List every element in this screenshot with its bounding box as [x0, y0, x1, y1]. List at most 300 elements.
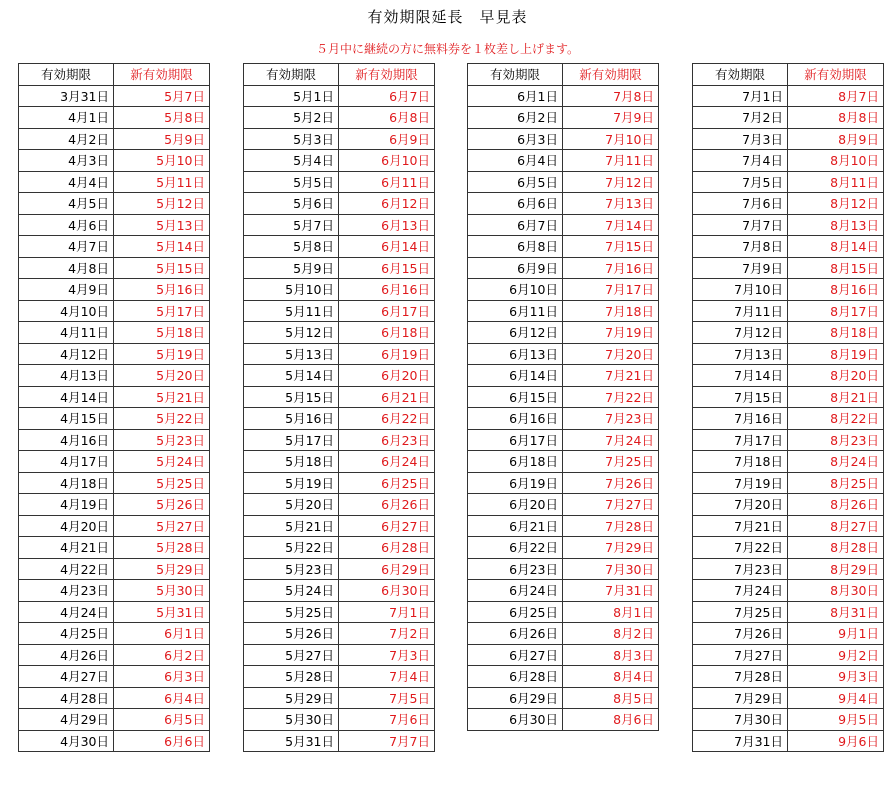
old-expiry-cell: 4月26日 [19, 644, 114, 666]
new-expiry-cell: 6月22日 [339, 408, 435, 430]
table-row [468, 85, 659, 107]
old-expiry-cell: 6月5日 [468, 171, 563, 193]
new-expiry-cell: 8月26日 [788, 494, 884, 516]
new-expiry-cell: 8月4日 [563, 666, 659, 688]
table-row [244, 257, 435, 279]
old-expiry-cell: 5月7日 [244, 214, 339, 236]
header-new-expiry: 新有効期限 [114, 64, 210, 86]
new-expiry-cell: 7月1日 [339, 601, 435, 623]
old-expiry-cell: 7月28日 [693, 666, 788, 688]
table-row [468, 171, 659, 193]
new-expiry-cell: 7月26日 [563, 472, 659, 494]
old-expiry-cell: 4月2日 [19, 128, 114, 150]
new-expiry-cell: 8月31日 [788, 601, 884, 623]
table-row [244, 386, 435, 408]
new-expiry-cell: 8月25日 [788, 472, 884, 494]
old-expiry-cell: 7月25日 [693, 601, 788, 623]
new-expiry-cell: 8月28日 [788, 537, 884, 559]
old-expiry-cell: 4月10日 [19, 300, 114, 322]
table-row [468, 429, 659, 451]
header-new-expiry: 新有効期限 [788, 64, 884, 86]
table-row [19, 494, 210, 516]
old-expiry-cell: 5月28日 [244, 666, 339, 688]
new-expiry-cell: 8月16日 [788, 279, 884, 301]
notice-text: ５月中に継続の方に無料券を１枚差し上げます。 [315, 42, 580, 56]
old-expiry-cell: 5月25日 [244, 601, 339, 623]
old-expiry-cell: 5月5日 [244, 171, 339, 193]
old-expiry-cell: 7月23日 [693, 558, 788, 580]
table-row [19, 580, 210, 602]
table-row [468, 322, 659, 344]
table-row [19, 386, 210, 408]
table-row [244, 408, 435, 430]
new-expiry-cell: 9月6日 [788, 730, 884, 752]
old-expiry-cell: 6月17日 [468, 429, 563, 451]
table-row [693, 128, 884, 150]
table-row [19, 601, 210, 623]
old-expiry-cell: 7月7日 [693, 214, 788, 236]
old-expiry-cell: 4月19日 [19, 494, 114, 516]
old-expiry-cell: 4月1日 [19, 107, 114, 129]
new-expiry-cell: 8月9日 [788, 128, 884, 150]
table-row [244, 279, 435, 301]
table-row [244, 537, 435, 559]
old-expiry-cell: 7月26日 [693, 623, 788, 645]
header-old-expiry: 有効期限 [693, 64, 788, 86]
table-row [693, 150, 884, 172]
old-expiry-cell: 5月20日 [244, 494, 339, 516]
old-expiry-cell: 5月11日 [244, 300, 339, 322]
new-expiry-cell: 6月18日 [339, 322, 435, 344]
table-row [19, 193, 210, 215]
table-row [19, 322, 210, 344]
new-expiry-cell: 5月22日 [114, 408, 210, 430]
table-row [693, 494, 884, 516]
new-expiry-cell: 7月10日 [563, 128, 659, 150]
new-expiry-cell: 7月23日 [563, 408, 659, 430]
new-expiry-cell: 7月18日 [563, 300, 659, 322]
new-expiry-cell: 5月14日 [114, 236, 210, 258]
table-row [244, 214, 435, 236]
table-row [693, 257, 884, 279]
old-expiry-cell: 5月6日 [244, 193, 339, 215]
old-expiry-cell: 6月11日 [468, 300, 563, 322]
table-row [244, 515, 435, 537]
table-row [693, 386, 884, 408]
table-row [468, 558, 659, 580]
table-row [244, 451, 435, 473]
old-expiry-cell: 7月8日 [693, 236, 788, 258]
new-expiry-cell: 8月8日 [788, 107, 884, 129]
expiry-table-may [243, 63, 435, 752]
new-expiry-cell: 6月2日 [114, 644, 210, 666]
table-row [693, 537, 884, 559]
old-expiry-cell: 4月28日 [19, 687, 114, 709]
old-expiry-cell: 4月21日 [19, 537, 114, 559]
new-expiry-cell: 5月15日 [114, 257, 210, 279]
new-expiry-cell: 7月27日 [563, 494, 659, 516]
old-expiry-cell: 6月9日 [468, 257, 563, 279]
table-row [19, 515, 210, 537]
new-expiry-cell: 5月12日 [114, 193, 210, 215]
table-row [19, 558, 210, 580]
new-expiry-cell: 5月17日 [114, 300, 210, 322]
new-expiry-cell: 6月4日 [114, 687, 210, 709]
old-expiry-cell: 5月12日 [244, 322, 339, 344]
old-expiry-cell: 5月16日 [244, 408, 339, 430]
new-expiry-cell: 6月19日 [339, 343, 435, 365]
table-row [693, 279, 884, 301]
old-expiry-cell: 7月21日 [693, 515, 788, 537]
old-expiry-cell: 4月16日 [19, 429, 114, 451]
table-row [693, 666, 884, 688]
old-expiry-cell: 6月18日 [468, 451, 563, 473]
old-expiry-cell: 7月11日 [693, 300, 788, 322]
old-expiry-cell: 7月27日 [693, 644, 788, 666]
old-expiry-cell: 4月29日 [19, 709, 114, 731]
new-expiry-cell: 8月5日 [563, 687, 659, 709]
new-expiry-cell: 5月23日 [114, 429, 210, 451]
table-row [693, 365, 884, 387]
new-expiry-cell: 8月3日 [563, 644, 659, 666]
new-expiry-cell: 9月5日 [788, 709, 884, 731]
new-expiry-cell: 9月1日 [788, 623, 884, 645]
old-expiry-cell: 7月29日 [693, 687, 788, 709]
old-expiry-cell: 5月8日 [244, 236, 339, 258]
new-expiry-cell: 8月14日 [788, 236, 884, 258]
new-expiry-cell: 5月27日 [114, 515, 210, 537]
table-row [468, 365, 659, 387]
page-title: 有効期限延長 早見表 [367, 8, 528, 26]
table-row [244, 472, 435, 494]
table-row [19, 343, 210, 365]
new-expiry-cell: 6月17日 [339, 300, 435, 322]
old-expiry-cell: 5月4日 [244, 150, 339, 172]
new-expiry-cell: 7月4日 [339, 666, 435, 688]
old-expiry-cell: 5月27日 [244, 644, 339, 666]
table-row [693, 580, 884, 602]
new-expiry-cell: 6月3日 [114, 666, 210, 688]
table-row [693, 601, 884, 623]
table-row [19, 666, 210, 688]
old-expiry-cell: 7月15日 [693, 386, 788, 408]
old-expiry-cell: 6月21日 [468, 515, 563, 537]
new-expiry-cell: 8月7日 [788, 85, 884, 107]
old-expiry-cell: 5月2日 [244, 107, 339, 129]
new-expiry-cell: 6月13日 [339, 214, 435, 236]
table-row [244, 494, 435, 516]
old-expiry-cell: 7月22日 [693, 537, 788, 559]
old-expiry-cell: 5月14日 [244, 365, 339, 387]
old-expiry-cell: 6月16日 [468, 408, 563, 430]
table-row [693, 451, 884, 473]
new-expiry-cell: 7月25日 [563, 451, 659, 473]
table-row [244, 429, 435, 451]
new-expiry-cell: 6月14日 [339, 236, 435, 258]
table-row [693, 558, 884, 580]
new-expiry-cell: 8月19日 [788, 343, 884, 365]
new-expiry-cell: 5月16日 [114, 279, 210, 301]
table-row [244, 85, 435, 107]
old-expiry-cell: 7月12日 [693, 322, 788, 344]
header-old-expiry: 有効期限 [468, 64, 563, 86]
table-row [19, 214, 210, 236]
old-expiry-cell: 7月19日 [693, 472, 788, 494]
table-row [244, 300, 435, 322]
new-expiry-cell: 7月3日 [339, 644, 435, 666]
new-expiry-cell: 6月7日 [339, 85, 435, 107]
new-expiry-cell: 7月15日 [563, 236, 659, 258]
new-expiry-cell: 8月20日 [788, 365, 884, 387]
table-row [19, 300, 210, 322]
old-expiry-cell: 4月24日 [19, 601, 114, 623]
header-new-expiry: 新有効期限 [563, 64, 659, 86]
old-expiry-cell: 5月22日 [244, 537, 339, 559]
new-expiry-cell: 6月8日 [339, 107, 435, 129]
old-expiry-cell: 6月27日 [468, 644, 563, 666]
old-expiry-cell: 3月31日 [19, 85, 114, 107]
old-expiry-cell: 6月10日 [468, 279, 563, 301]
new-expiry-cell: 8月10日 [788, 150, 884, 172]
table-row [468, 687, 659, 709]
table-row [468, 644, 659, 666]
old-expiry-cell: 6月12日 [468, 322, 563, 344]
old-expiry-cell: 5月13日 [244, 343, 339, 365]
new-expiry-cell: 9月3日 [788, 666, 884, 688]
table-row [244, 709, 435, 731]
expiry-table-march-april [18, 63, 210, 752]
new-expiry-cell: 6月21日 [339, 386, 435, 408]
table-row [693, 322, 884, 344]
old-expiry-cell: 5月21日 [244, 515, 339, 537]
old-expiry-cell: 7月31日 [693, 730, 788, 752]
old-expiry-cell: 5月30日 [244, 709, 339, 731]
old-expiry-cell: 7月6日 [693, 193, 788, 215]
new-expiry-cell: 5月28日 [114, 537, 210, 559]
old-expiry-cell: 5月24日 [244, 580, 339, 602]
new-expiry-cell: 6月29日 [339, 558, 435, 580]
old-expiry-cell: 7月18日 [693, 451, 788, 473]
expiry-table-june [467, 63, 659, 731]
old-expiry-cell: 4月18日 [19, 472, 114, 494]
table-row [468, 257, 659, 279]
new-expiry-cell: 5月7日 [114, 85, 210, 107]
new-expiry-cell: 8月15日 [788, 257, 884, 279]
old-expiry-cell: 6月14日 [468, 365, 563, 387]
old-expiry-cell: 7月30日 [693, 709, 788, 731]
old-expiry-cell: 7月1日 [693, 85, 788, 107]
header-new-expiry: 新有効期限 [339, 64, 435, 86]
new-expiry-cell: 6月10日 [339, 150, 435, 172]
new-expiry-cell: 5月10日 [114, 150, 210, 172]
new-expiry-cell: 7月7日 [339, 730, 435, 752]
table-row [693, 429, 884, 451]
table-row [244, 343, 435, 365]
table-row [693, 408, 884, 430]
old-expiry-cell: 7月13日 [693, 343, 788, 365]
old-expiry-cell: 6月1日 [468, 85, 563, 107]
old-expiry-cell: 4月25日 [19, 623, 114, 645]
old-expiry-cell: 7月5日 [693, 171, 788, 193]
table-row [244, 623, 435, 645]
table-row [19, 85, 210, 107]
old-expiry-cell: 4月27日 [19, 666, 114, 688]
table-row [468, 300, 659, 322]
expiry-table-july [692, 63, 884, 752]
new-expiry-cell: 7月28日 [563, 515, 659, 537]
new-expiry-cell: 7月8日 [563, 85, 659, 107]
new-expiry-cell: 5月18日 [114, 322, 210, 344]
old-expiry-cell: 7月14日 [693, 365, 788, 387]
new-expiry-cell: 6月28日 [339, 537, 435, 559]
new-expiry-cell: 6月15日 [339, 257, 435, 279]
old-expiry-cell: 4月15日 [19, 408, 114, 430]
new-expiry-cell: 9月2日 [788, 644, 884, 666]
new-expiry-cell: 7月17日 [563, 279, 659, 301]
old-expiry-cell: 4月4日 [19, 171, 114, 193]
old-expiry-cell: 7月24日 [693, 580, 788, 602]
new-expiry-cell: 6月25日 [339, 472, 435, 494]
old-expiry-cell: 6月13日 [468, 343, 563, 365]
old-expiry-cell: 4月14日 [19, 386, 114, 408]
new-expiry-cell: 6月9日 [339, 128, 435, 150]
old-expiry-cell: 4月11日 [19, 322, 114, 344]
new-expiry-cell: 8月22日 [788, 408, 884, 430]
old-expiry-cell: 6月24日 [468, 580, 563, 602]
old-expiry-cell: 4月30日 [19, 730, 114, 752]
old-expiry-cell: 6月20日 [468, 494, 563, 516]
table-row [693, 343, 884, 365]
new-expiry-cell: 8月12日 [788, 193, 884, 215]
old-expiry-cell: 4月7日 [19, 236, 114, 258]
table-row [19, 644, 210, 666]
table-row [19, 709, 210, 731]
table-row [693, 687, 884, 709]
table-row [244, 730, 435, 752]
old-expiry-cell: 5月29日 [244, 687, 339, 709]
old-expiry-cell: 6月30日 [468, 709, 563, 731]
new-expiry-cell: 7月30日 [563, 558, 659, 580]
old-expiry-cell: 6月28日 [468, 666, 563, 688]
table-row [693, 107, 884, 129]
table-row [468, 408, 659, 430]
table-row [19, 408, 210, 430]
new-expiry-cell: 5月21日 [114, 386, 210, 408]
old-expiry-cell: 4月3日 [19, 150, 114, 172]
old-expiry-cell: 6月7日 [468, 214, 563, 236]
new-expiry-cell: 5月20日 [114, 365, 210, 387]
table-row [19, 429, 210, 451]
table-row [244, 107, 435, 129]
old-expiry-cell: 5月23日 [244, 558, 339, 580]
new-expiry-cell: 6月11日 [339, 171, 435, 193]
new-expiry-cell: 9月4日 [788, 687, 884, 709]
table-row [19, 236, 210, 258]
table-row [19, 472, 210, 494]
old-expiry-cell: 6月23日 [468, 558, 563, 580]
old-expiry-cell: 5月18日 [244, 451, 339, 473]
old-expiry-cell: 6月6日 [468, 193, 563, 215]
table-row [19, 623, 210, 645]
table-row [19, 279, 210, 301]
new-expiry-cell: 6月27日 [339, 515, 435, 537]
table-row [244, 193, 435, 215]
table-row [468, 537, 659, 559]
table-row [468, 214, 659, 236]
old-expiry-cell: 6月3日 [468, 128, 563, 150]
new-expiry-cell: 8月21日 [788, 386, 884, 408]
new-expiry-cell: 5月25日 [114, 472, 210, 494]
table-row [468, 580, 659, 602]
old-expiry-cell: 4月9日 [19, 279, 114, 301]
new-expiry-cell: 8月1日 [563, 601, 659, 623]
table-row [468, 150, 659, 172]
table-row [693, 85, 884, 107]
header-old-expiry: 有効期限 [19, 64, 114, 86]
new-expiry-cell: 6月30日 [339, 580, 435, 602]
table-row [244, 558, 435, 580]
table-row [19, 107, 210, 129]
new-expiry-cell: 8月13日 [788, 214, 884, 236]
table-row [244, 322, 435, 344]
table-row [19, 537, 210, 559]
table-row [693, 214, 884, 236]
table-row [468, 107, 659, 129]
old-expiry-cell: 7月3日 [693, 128, 788, 150]
new-expiry-cell: 6月20日 [339, 365, 435, 387]
table-row [468, 709, 659, 731]
table-row [468, 193, 659, 215]
old-expiry-cell: 6月15日 [468, 386, 563, 408]
new-expiry-cell: 6月24日 [339, 451, 435, 473]
old-expiry-cell: 7月16日 [693, 408, 788, 430]
table-row [468, 451, 659, 473]
new-expiry-cell: 8月11日 [788, 171, 884, 193]
old-expiry-cell: 6月4日 [468, 150, 563, 172]
old-expiry-cell: 7月2日 [693, 107, 788, 129]
new-expiry-cell: 7月2日 [339, 623, 435, 645]
table-row [244, 171, 435, 193]
table-row [244, 236, 435, 258]
new-expiry-cell: 8月17日 [788, 300, 884, 322]
table-row [19, 451, 210, 473]
table-row [244, 365, 435, 387]
new-expiry-cell: 5月11日 [114, 171, 210, 193]
old-expiry-cell: 5月26日 [244, 623, 339, 645]
new-expiry-cell: 5月30日 [114, 580, 210, 602]
table-row [19, 128, 210, 150]
table-row [19, 365, 210, 387]
table-row [693, 236, 884, 258]
new-expiry-cell: 5月31日 [114, 601, 210, 623]
new-expiry-cell: 7月9日 [563, 107, 659, 129]
old-expiry-cell: 4月22日 [19, 558, 114, 580]
new-expiry-cell: 5月19日 [114, 343, 210, 365]
old-expiry-cell: 4月8日 [19, 257, 114, 279]
old-expiry-cell: 6月22日 [468, 537, 563, 559]
old-expiry-cell: 6月8日 [468, 236, 563, 258]
table-row [19, 687, 210, 709]
table-row [468, 494, 659, 516]
table-row [693, 644, 884, 666]
new-expiry-cell: 7月14日 [563, 214, 659, 236]
table-row [244, 687, 435, 709]
table-row [468, 236, 659, 258]
table-row [244, 150, 435, 172]
old-expiry-cell: 4月6日 [19, 214, 114, 236]
table-row [244, 666, 435, 688]
table-row [468, 623, 659, 645]
